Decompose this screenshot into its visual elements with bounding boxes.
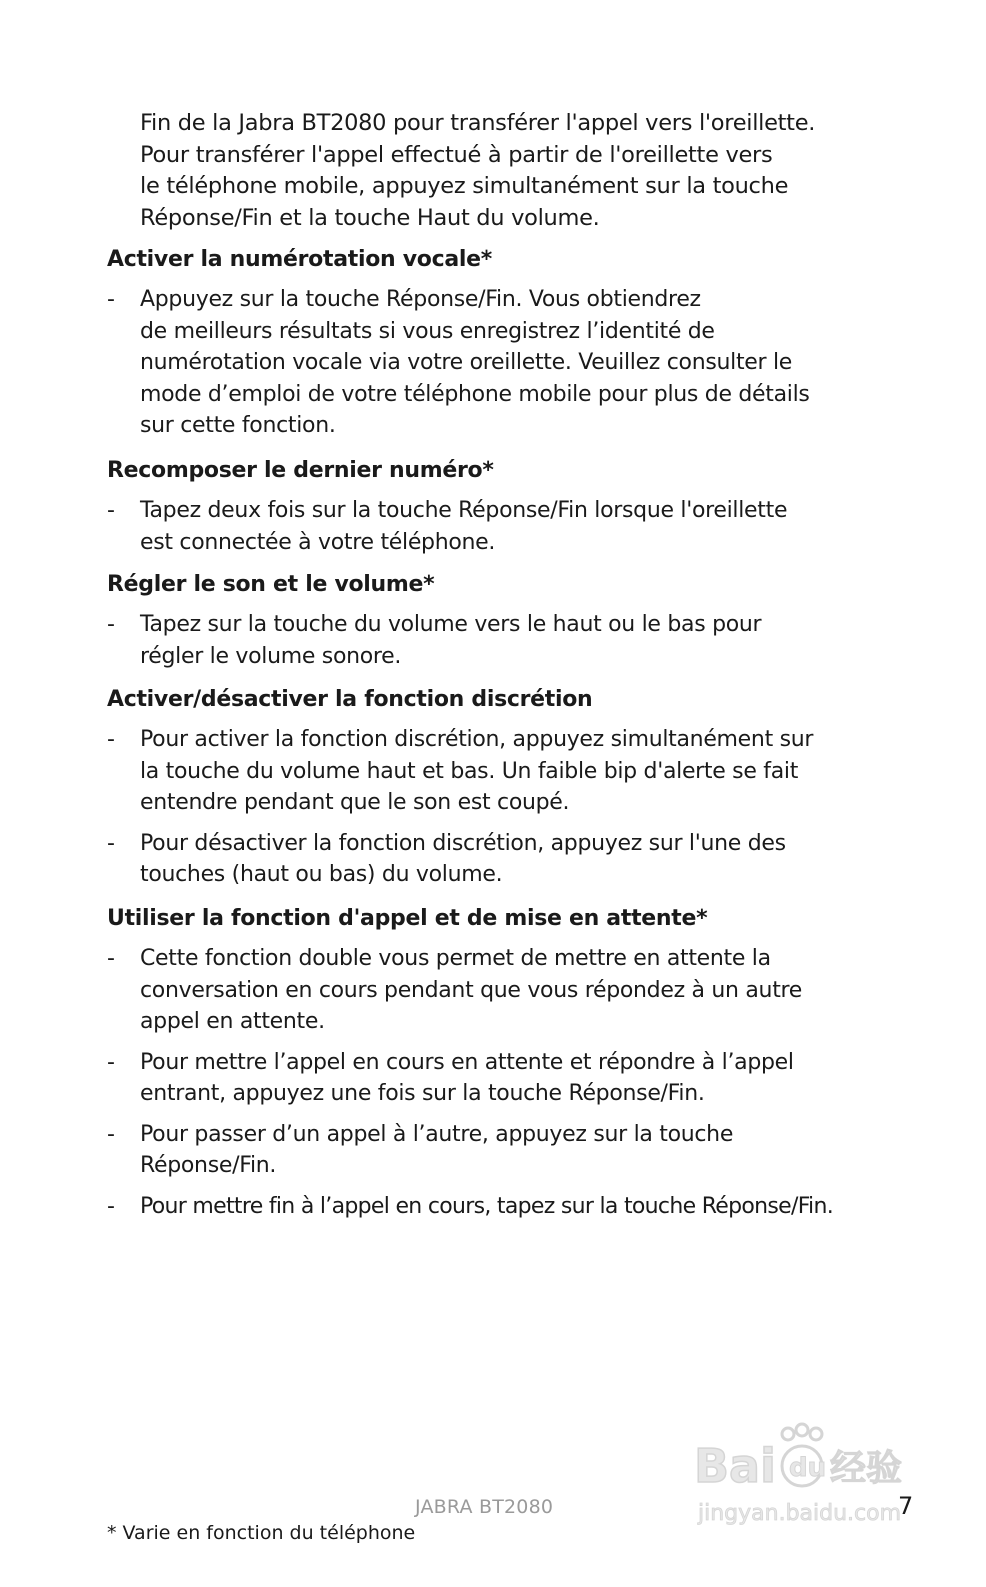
item-line: entendre pendant que le son est coupé. (140, 790, 570, 815)
item-line: Pour mettre fin à l’appel en cours, tapez sur la touche Réponse/Fin. (140, 1193, 834, 1219)
svg-text:经验: 经验 (830, 1448, 903, 1489)
item-line: est connectée à votre téléphone. (140, 529, 496, 555)
item-line: Pour désactiver la fonction discrétion, appuyez sur l'une des (140, 830, 786, 856)
section-heading: Régler le son et le volume* (107, 572, 435, 597)
section-heading: Recomposer le dernier numéro* (107, 458, 494, 483)
section-redial (107, 456, 887, 567)
item-line: régler le volume sonore. (140, 643, 402, 669)
list-item (107, 1047, 887, 1110)
item-text (140, 724, 887, 819)
item-text (140, 1047, 887, 1110)
item-line: numérotation vocale via votre oreillette. Veuillez consulter le (140, 350, 793, 375)
item-line: sur cette fonction. (140, 413, 336, 438)
svg-text:jingyan.baidu.com: jingyan.baidu.com (698, 1501, 902, 1526)
item-line: Réponse/Fin. (140, 1153, 277, 1178)
item-line: Cette fonction double vous permet de mettre en attente la (140, 946, 771, 971)
intro-line: le téléphone mobile, appuyez simultanément sur la touche (140, 173, 789, 199)
section-heading: Activer la numérotation vocale* (107, 247, 492, 272)
list-item (107, 724, 887, 819)
list-item (107, 1191, 887, 1223)
list-item (107, 1119, 887, 1182)
bullet-dash: - (107, 830, 115, 856)
item-line: la touche du volume haut et bas. Un faible bip d'alerte se fait (140, 758, 799, 784)
list-item (107, 943, 887, 1038)
bullet-dash: - (107, 1049, 115, 1075)
bullet-dash: - (107, 498, 115, 523)
intro-line: Réponse/Fin et la touche Haut du volume. (140, 204, 600, 231)
bullet-dash: - (107, 946, 115, 971)
item-line: Tapez sur la touche du volume vers le haut ou le bas pour (140, 612, 762, 637)
intro-line: Fin de la Jabra BT2080 pour transférer l'appel vers l'oreillette. (140, 110, 816, 136)
item-text (140, 1119, 887, 1182)
svg-text:Bai: Bai (694, 1439, 776, 1493)
item-text (140, 1191, 887, 1223)
list-item (107, 609, 887, 672)
section-voice-dialing (107, 245, 887, 451)
baidu-watermark-logo (690, 1422, 920, 1534)
item-text (140, 609, 887, 672)
item-line: Tapez deux fois sur la touche Réponse/Fin lorsque l'oreillette (140, 498, 788, 523)
section-call-waiting (107, 904, 887, 1231)
item-text (140, 495, 887, 558)
list-item (107, 828, 887, 891)
item-line: conversation en cours pendant que vous répondez à un autre (140, 977, 803, 1003)
intro-line: Pour transférer l'appel effectué à partir de l'oreillette vers (140, 141, 773, 168)
footnote: * Varie en fonction du téléphone (107, 1522, 416, 1544)
item-text (140, 828, 887, 891)
item-text (140, 284, 887, 442)
footer-product-label: JABRA BT2080 (415, 1496, 554, 1518)
bullet-dash: - (107, 727, 115, 752)
bullet-dash: - (107, 1193, 115, 1219)
item-line: Pour activer la fonction discrétion, appuyez simultanément sur (140, 727, 814, 752)
item-line: appel en attente. (140, 1009, 325, 1034)
bullet-dash: - (107, 1121, 115, 1147)
page-number: 7 (898, 1492, 914, 1520)
section-volume (107, 570, 887, 681)
section-heading: Utiliser la fonction d'appel et de mise en attente* (107, 906, 708, 931)
intro-paragraph (140, 108, 880, 234)
list-item (107, 495, 887, 558)
item-line: entrant, appuyez une fois sur la touche Réponse/Fin. (140, 1081, 705, 1106)
item-line: Pour mettre l’appel en cours en attente et répondre à l’appel (140, 1049, 794, 1075)
bullet-dash: - (107, 287, 115, 312)
item-line: mode d’emploi de votre téléphone mobile pour plus de détails (140, 381, 810, 407)
item-line: de meilleurs résultats si vous enregistrez l’identité de (140, 318, 715, 344)
bullet-dash: - (107, 612, 115, 637)
item-text (140, 943, 887, 1038)
section-heading: Activer/désactiver la fonction discrétion (107, 687, 593, 712)
item-line: Appuyez sur la touche Réponse/Fin. Vous obtiendrez (140, 287, 701, 312)
section-mute (107, 685, 887, 900)
item-line: touches (haut ou bas) du volume. (140, 862, 503, 887)
item-line: Pour passer d’un appel à l’autre, appuyez sur la touche (140, 1121, 734, 1147)
list-item (107, 284, 887, 442)
svg-text:du: du (789, 1453, 827, 1483)
